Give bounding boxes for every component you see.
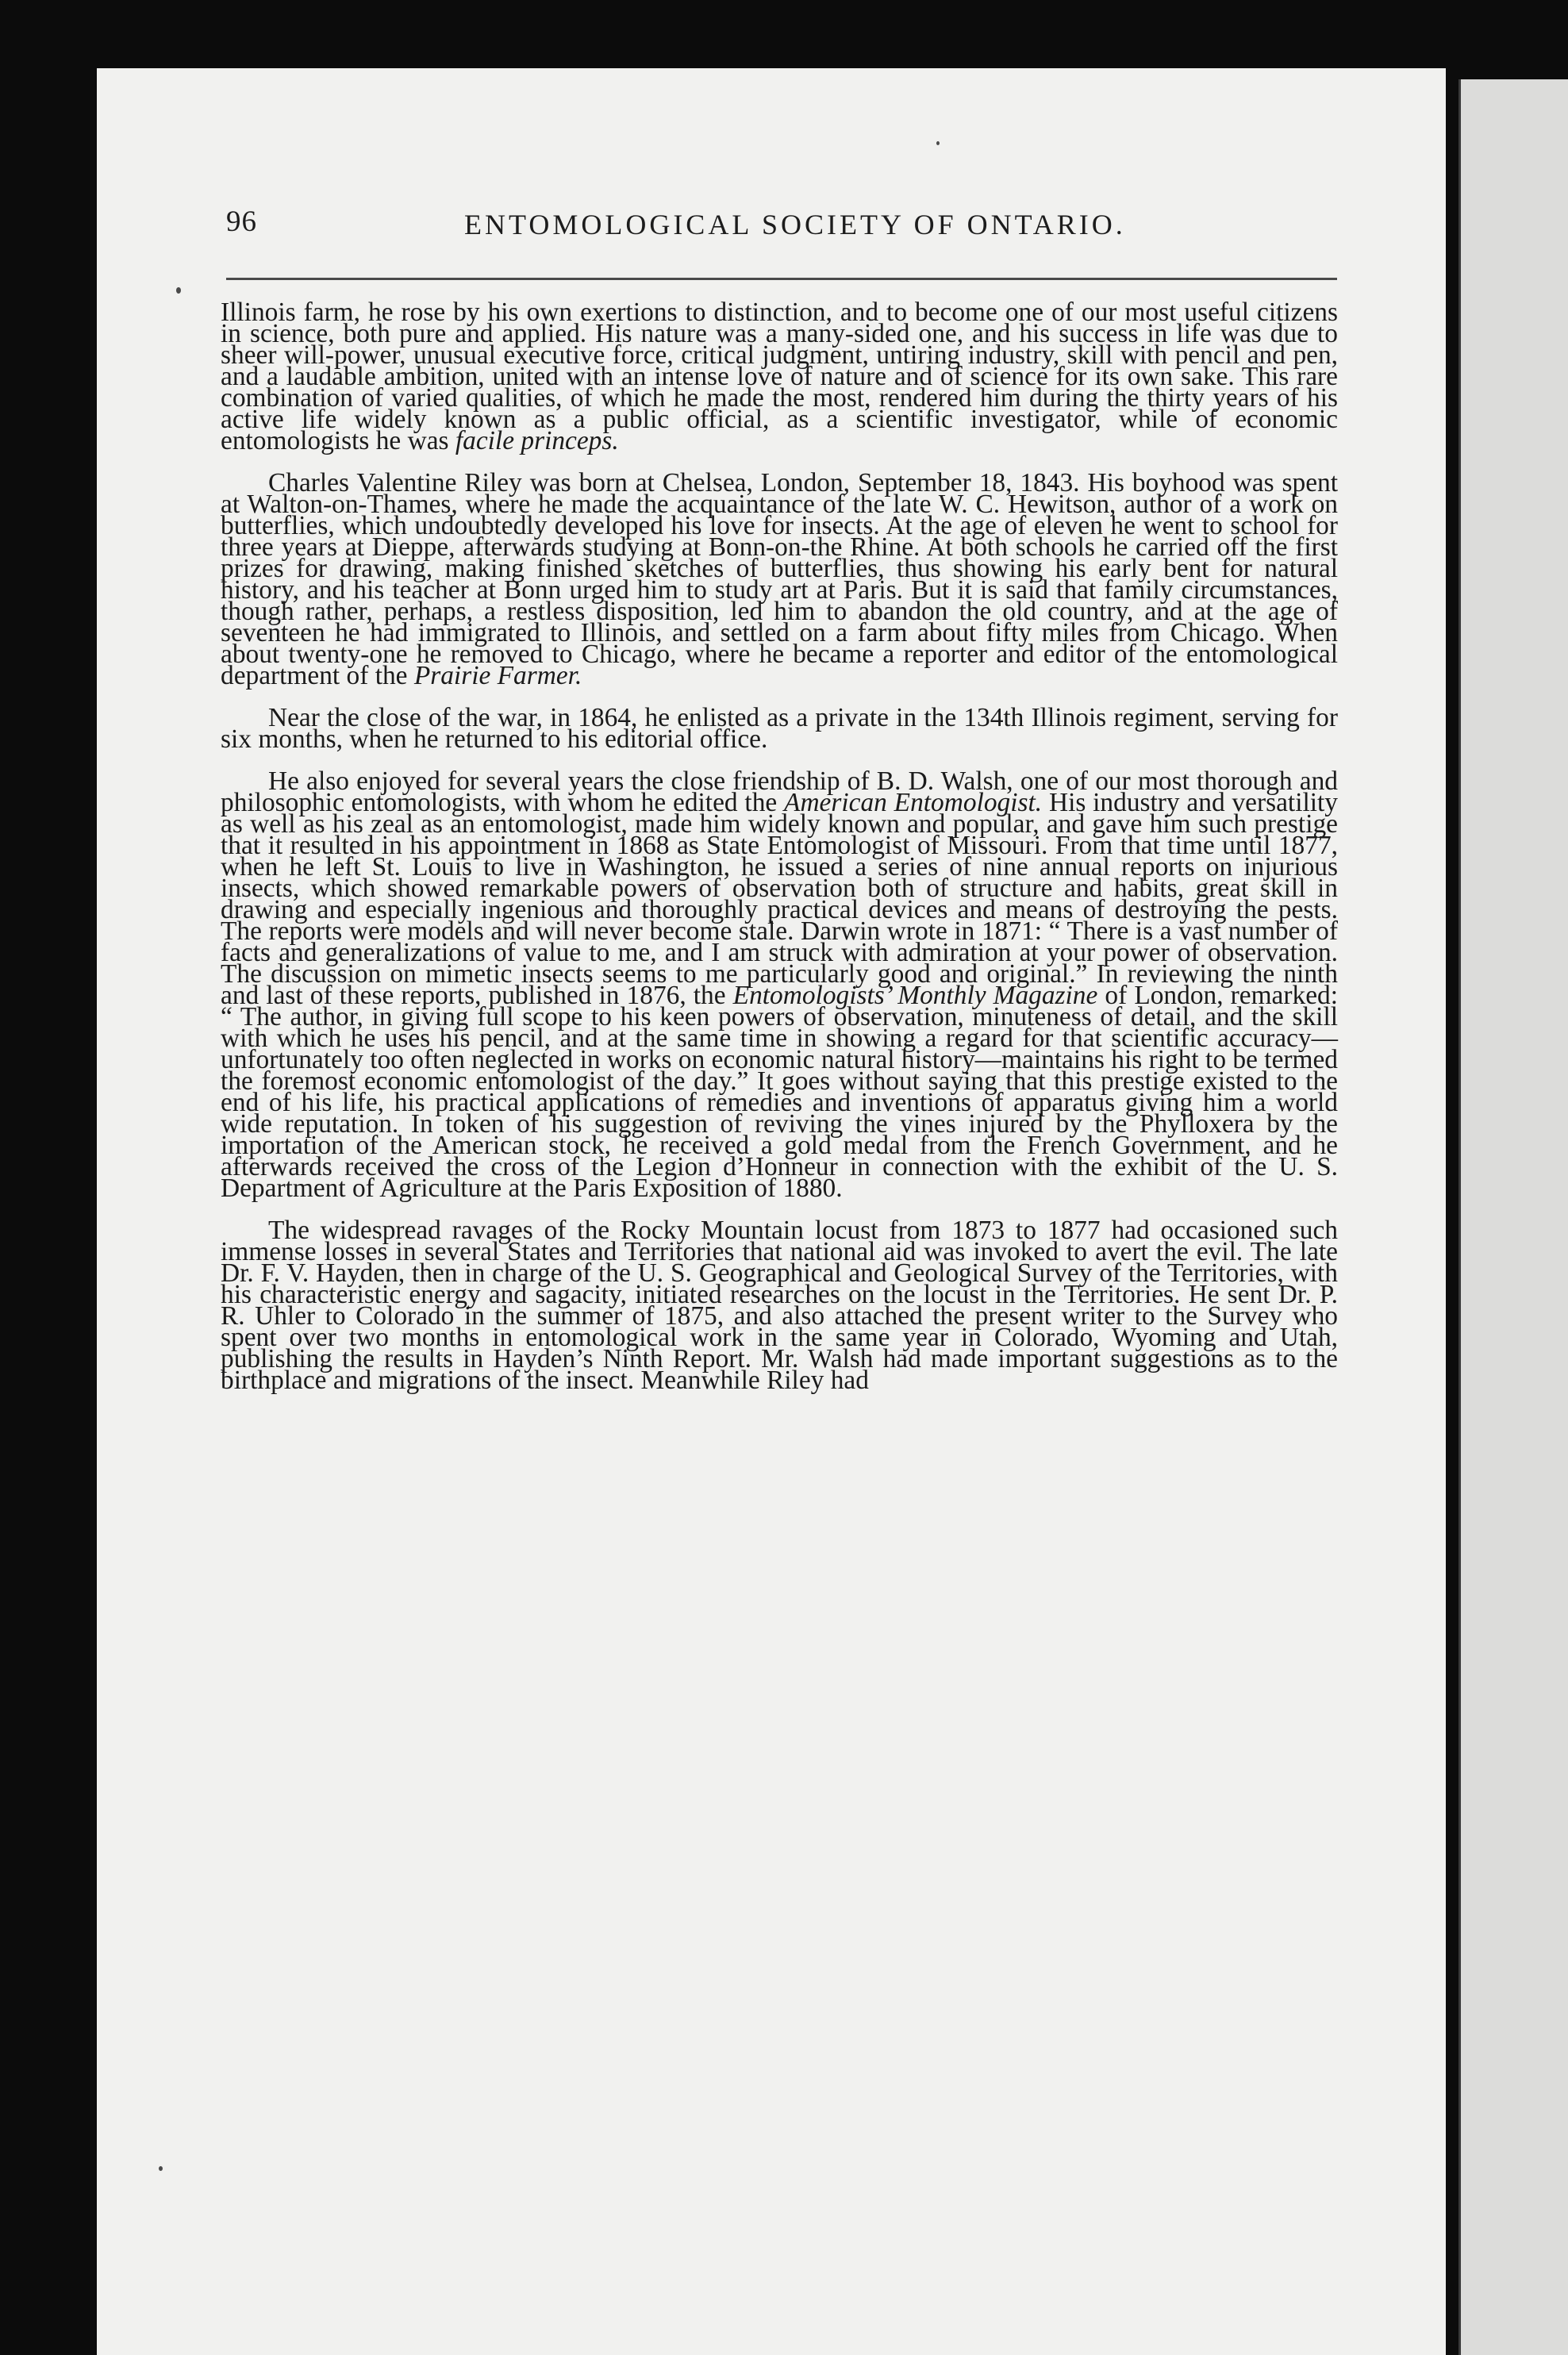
paragraph — [221, 766, 1338, 1203]
text-run: His industry and versatility as well as his zeal as an entomologist, made him widely known and popular, and gave him such prestige that it resulted in his appointment in 1868 as State Entomologist of Missouri. From that time until 1877, when he left St. Louis to live in Washington, he issued a series of nine annual reports on injurious insects, which showed remarkable powers of observation both of structure and habits, great skill in drawing and especially ingenious and thoroughly practical devices and means of destroying the pests. The reports were models and will never become stale. Darwin wrote in 1871: “ There is a vast number of facts and generalizations of value to me, and I am struck with admiration at your power of observation. The discussion on mimetic insects seems to me particularly good and original.” In reviewing the ninth and last of these reports, published in 1876, the — [221, 788, 1338, 1010]
paragraph — [221, 298, 1338, 455]
text-run: Illinois farm, he rose by his own exertions to distinction, and to become one of our most useful citizens in science, both pure and applied. His nature was a many-sided one, and his success in life was due to sheer will-power, unusual executive force, critical judgment, untiring industry, skill with pencil and pen, and a laudable ambition, united with an intense love of nature and of science for its own sake. This rare combination of varied qualities, of which he made the most, rendered him during the thirty years of his active life widely known as a public official, as a scientific investigator, while of economic entomologists he was — [221, 298, 1338, 455]
next-page-edge — [1458, 79, 1568, 2355]
paragraph — [221, 468, 1338, 690]
print-speck — [159, 2166, 163, 2171]
page-number: 96 — [226, 206, 257, 238]
page-header — [226, 205, 1337, 252]
paragraph — [221, 703, 1338, 754]
text-run: Near the close of the war, in 1864, he enlisted as a private in the 134th Illinois regiment, serving for six months, when he returned to his editorial office. — [221, 703, 1338, 754]
print-speck — [176, 287, 181, 294]
text-run: Charles Valentine Riley was born at Chelsea, London, September 18, 1843. His boyhood was spent at Walton-on-Thames, where he made the acquaintance of the late W. C. Hewitson, author of a work on butterflies, which undoubtedly developed his love for insects. At the age of eleven he went to school for three years at Dieppe, afterwards studying at Bonn-on-the Rhine. At both schools he carried off the first prizes for drawing, making finished sketches of butterflies, thus showing his early bent for natural history, and his teacher at Bonn urged him to study art at Paris. But it is said that family circumstances, though rather, perhaps, a restless disposition, led him to abandon the old country, and at the age of seventeen he had immigrated to Illinois, and settled on a farm about fifty miles from Chicago. When about twenty-one he removed to Chicago, where he became a reporter and editor of the entomological department of the — [221, 468, 1338, 690]
print-speck — [936, 141, 940, 145]
italic-run: facile princeps. — [455, 426, 619, 455]
italic-run: Prairie Farmer. — [413, 661, 582, 690]
text-run: The widespread ravages of the Rocky Mountain locust from 1873 to 1877 had occasioned such immense losses in several States and Territories that national aid was invoked to avert the evil. The late Dr. F. V. Hayden, then in charge of the U. S. Geographical and Geological Survey of the Territories, with his characteristic energy and sagacity, initiated researches on the locust in the Territories. He sent Dr. P. R. Uhler to Colorado in the summer of 1875, and also attached the present writer to the Survey who spent over two months in entomological work in the same year in Colorado, Wyoming and Utah, publishing the results in Hayden’s Ninth Report. Mr. Walsh had made important suggestions as to the birthplace and migrations of the insect. Meanwhile Riley had — [221, 1216, 1338, 1395]
text-run: of London, remarked: “ The author, in giving full scope to his keen powers of observation, minuteness of detail, and the skill with which he uses his pencil, and at the same time in showing a regard for that scientific accuracy—unfortunately too often neglected in works on economic natural history—maintains his right to be termed the foremost economic entomologist of the day.” It goes without saying that this prestige existed to the end of his life, his practical applications of remedies and inventions of apparatus giving him a world wide reputation. In token of his suggestion of reviving the vines injured by the Phylloxera by the importation of the American stock, he received a gold medal from the French Government, and he afterwards received the cross of the Legion d’Honneur in connection with the exhibit of the U. S. Department of Agriculture at the Paris Exposition of 1880. — [221, 981, 1338, 1203]
italic-run: American Entomologist. — [784, 788, 1043, 817]
header-rule — [226, 278, 1337, 280]
italic-run: Entomologists’ Monthly Magazine — [732, 981, 1098, 1010]
body-text — [221, 298, 1338, 1395]
running-head: ENTOMOLOGICAL SOCIETY OF ONTARIO. — [464, 209, 1126, 240]
paragraph — [221, 1216, 1338, 1395]
text-run: He also enjoyed for several years the close friendship of B. D. Walsh, one of our most thorough and philosophic entomologists, with whom he edited the — [221, 766, 1338, 817]
